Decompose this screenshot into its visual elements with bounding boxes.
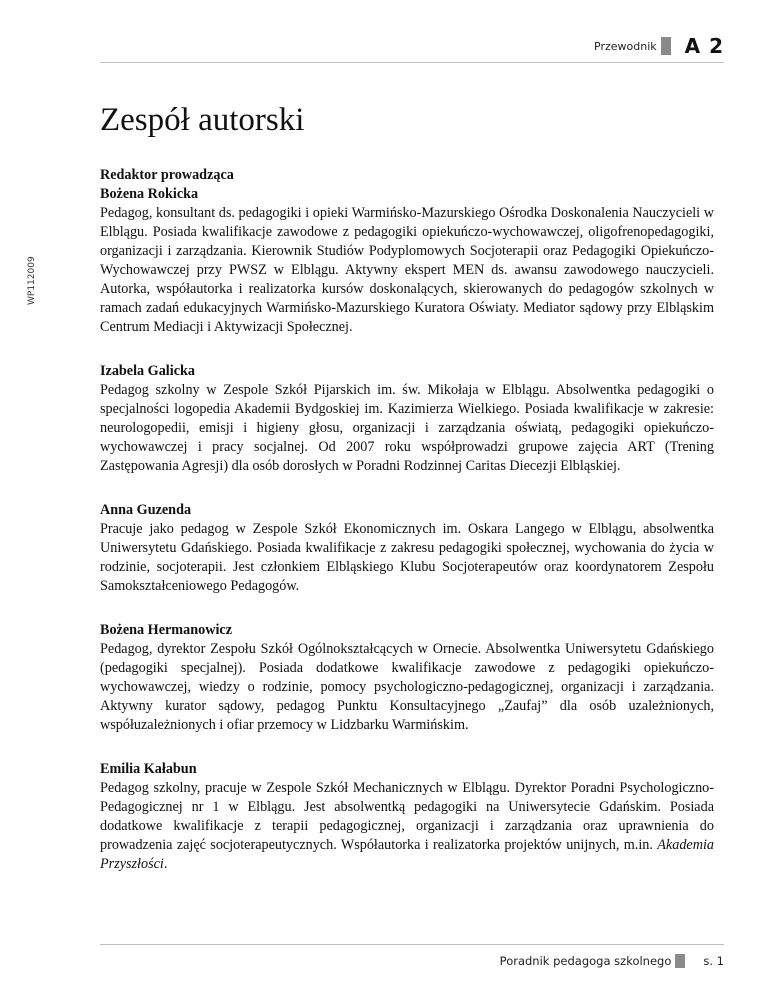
side-document-code: WP112009 (27, 256, 37, 305)
page-title: Zespół autorski (100, 102, 305, 138)
author-name: Izabela Galicka (100, 363, 195, 379)
page-number: s. 1 (703, 954, 724, 968)
author-role: Redaktor prowadząca (100, 167, 234, 183)
author-description-end: . (163, 856, 168, 872)
project-title: Akademia Przyszłości (100, 837, 715, 872)
page-footer (100, 944, 724, 968)
publication-name: Poradnik pedagoga szkolnego (499, 954, 672, 968)
author-description-main: Pedagog szkolny, pracuje w Zespole Szkół Mechanicznych w Elblągu. Dyrektor Poradni Psychologiczno-Pedagogicznej nr 1 w Elblągu. Jest absolwentką pedagogiki na Uniwersytecie Gdańskim. Posiada dodatkowe kwalifikacje z terapii pedagogicznej, organizacji i zarządzania oraz uprawnienia do prowadzenia zajęć socjoterapeutycznych. Współautorka i realizatorka projektów unijnych, m.in. (100, 780, 714, 853)
author-bio (100, 166, 714, 337)
author-description: Pracuje jako pedagog w Zespole Szkół Ekonomicznych im. Oskara Langego w Elblągu, absolwentka Uniwersytetu Gdańskiego. Posiada kwalifikacje z zakresu pedagogiki społecznej, wychowania do życia w rodzinie, socjoterapii. Jest członkiem Elbląskiego Klubu Socjoterapeutów oraz koordynatorem Zespołu Samokształceniowego Pedagogów. (100, 521, 714, 594)
author-name: Emilia Kałabun (100, 761, 197, 777)
author-name: Bożena Hermanowicz (100, 622, 232, 638)
author-bio (100, 501, 714, 596)
header-rule (100, 62, 724, 63)
section-label: Przewodnik (594, 39, 657, 53)
author-name: Bożena Rokicka (100, 186, 199, 202)
section-code: A 2 (684, 34, 724, 58)
author-description (100, 779, 714, 874)
author-name: Anna Guzenda (100, 502, 192, 518)
footer-marker (675, 954, 685, 968)
author-bio (100, 362, 714, 476)
header-marker (661, 37, 671, 55)
author-description: Pedagog szkolny w Zespole Szkół Pijarskich im. św. Mikołaja w Elblągu. Absolwentka pedagogiki o specjalności logopedia Akademii Bydgoskiej im. Kazimierza Wielkiego. Posiada kwalifikacje w zakresie: neurologopedii, emisji i higieny głosu, organizacji i zarządzania oświatą, pedagogiki opiekuńczo-wychowawczej i pracy socjalnej. Od 2007 roku współprowadzi grupowe zajęcia ART (Trening Zastępowania Agresji) dla osób dorosłych w Poradni Rodzinnej Caritas Diecezji Elbląskiej. (100, 382, 714, 474)
author-description: Pedagog, konsultant ds. pedagogiki i opieki Warmińsko-Mazurskiego Ośrodka Doskonalenia Nauczycieli w Elblągu. Posiada kwalifikacje zawodowe z pedagogiki opiekuńczo-wychowawczej, oligofrenopedagogiki, organizacji i zarządzania. Kierownik Studiów Podyplomowych Socjoterapii oraz Pedagogiki Opiekuńczo-Wychowawczej przy PWSZ w Elblągu. Aktywny ekspert MEN ds. awansu zawodowego nauczycieli. Autorka, współautorka i realizatorka kursów doskonalących, skierowanych do pedagogów szkolnych w ramach zadań edukacyjnych Warmińsko-Mazurskiego Kuratora Oświaty. Mediator sądowy przy Elbląskim Centrum Mediacji i Aktywizacji Społecznej. (100, 205, 714, 335)
author-description: Pedagog, dyrektor Zespołu Szkół Ogólnokształcących w Ornecie. Absolwentka Uniwersytetu Gdańskiego (pedagogiki specjalnej). Posiada dodatkowe kwalifikacje zawodowe z pedagogiki opiekuńczo-wychowawczej, wiedzy o rodzinie, pomocy psychologiczno-pedagogicznej, organizacji i zarządzania. Aktywny kurator sądowy, pedagog Punktu Konsultacyjnego „Zaufaj” dla osób uzależnionych, współuzależnionych i ofiar przemocy w Lidzbarku Warmińskim. (100, 641, 714, 733)
author-bio (100, 760, 714, 874)
author-list (100, 166, 714, 899)
running-header (594, 34, 724, 58)
author-bio (100, 621, 714, 735)
